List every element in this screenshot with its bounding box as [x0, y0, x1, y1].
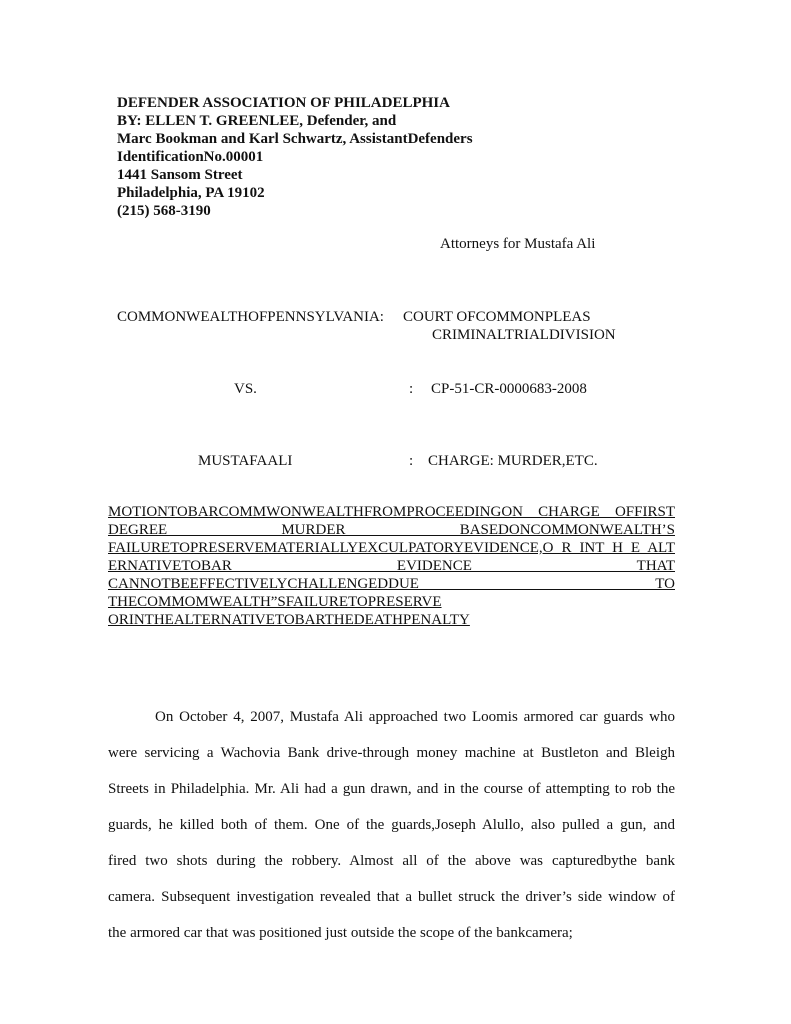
motion-title-line: MOTIONTOBARCOMMWONWEALTHFROMPROCEEDINGON CHARGE OFFIRST	[108, 504, 675, 520]
header-line-defender: BY: ELLEN T. GREENLEE, Defender, and	[117, 113, 397, 129]
motion-title-line: FAILURETOPRESERVEMATERIALLYEXCULPATORYEVIDENCE,O R INT H E ALT	[108, 540, 675, 556]
header-line-phone: (215) 568-3190	[117, 203, 211, 219]
header-line-assistant-defenders: Marc Bookman and Karl Schwartz, AssistantDefenders	[117, 131, 473, 147]
body-line: the armored car that was positioned just outside the scope of the bankcamera;	[108, 925, 573, 941]
motion-title-line: THECOMMOMWEALTH”SFAILURETOPRESERVE	[108, 594, 442, 610]
motion-title	[108, 503, 675, 629]
caption-court-line1: COURT OFCOMMONPLEAS	[403, 309, 591, 325]
body-line: On October 4, 2007, Mustafa Ali approached two Loomis armored car guards who	[155, 709, 675, 725]
body-line: fired two shots during the robbery. Almost all of the above was capturedbythe bank	[108, 853, 675, 869]
header-line-identification: IdentificationNo.00001	[117, 149, 264, 165]
motion-title-line: ORINTHEALTERNATIVETOBARTHEDEATHPENALTY	[108, 612, 470, 628]
body-line: were servicing a Wachovia Bank drive-through money machine at Bustleton and Bleigh	[108, 745, 675, 761]
caption-plaintiff: COMMONWEALTHOFPENNSYLVANIA:	[117, 309, 384, 325]
caption-colon-2: :	[409, 453, 414, 469]
caption-charge: CHARGE: MURDER,ETC.	[428, 453, 598, 469]
body-paragraph	[108, 699, 675, 951]
body-line: guards, he killed both of them. One of the guards,Joseph Alullo, also pulled a gun, and	[108, 817, 675, 833]
caption-defendant: MUSTAFAALI	[198, 453, 293, 469]
caption-court-line2: CRIMINALTRIALDIVISION	[432, 327, 616, 343]
body-line: camera. Subsequent investigation revealed that a bullet struck the driver’s side window of	[108, 889, 675, 905]
header-line-city: Philadelphia, PA 19102	[117, 185, 265, 201]
body-line: Streets in Philadelphia. Mr. Ali had a gun drawn, and in the course of attempting to rob the	[108, 781, 675, 797]
motion-title-line: ERNATIVETOBAR EVIDENCE THAT	[108, 558, 675, 574]
header-line-street: 1441 Sansom Street	[117, 167, 243, 183]
motion-title-line: DEGREE MURDER BASEDONCOMMONWEALTH’S	[108, 522, 675, 538]
caption-colon-1: :	[409, 381, 414, 397]
attorneys-for-label: Attorneys for Mustafa Ali	[440, 236, 596, 252]
header-line-organization: DEFENDER ASSOCIATION OF PHILADELPHIA	[117, 95, 450, 111]
attorney-header-block	[117, 94, 473, 220]
caption-case-number: CP-51-CR-0000683-2008	[431, 381, 587, 397]
motion-title-line: CANNOTBEEFFECTIVELYCHALLENGEDDUE TO	[108, 576, 675, 592]
caption-vs: VS.	[234, 381, 257, 397]
